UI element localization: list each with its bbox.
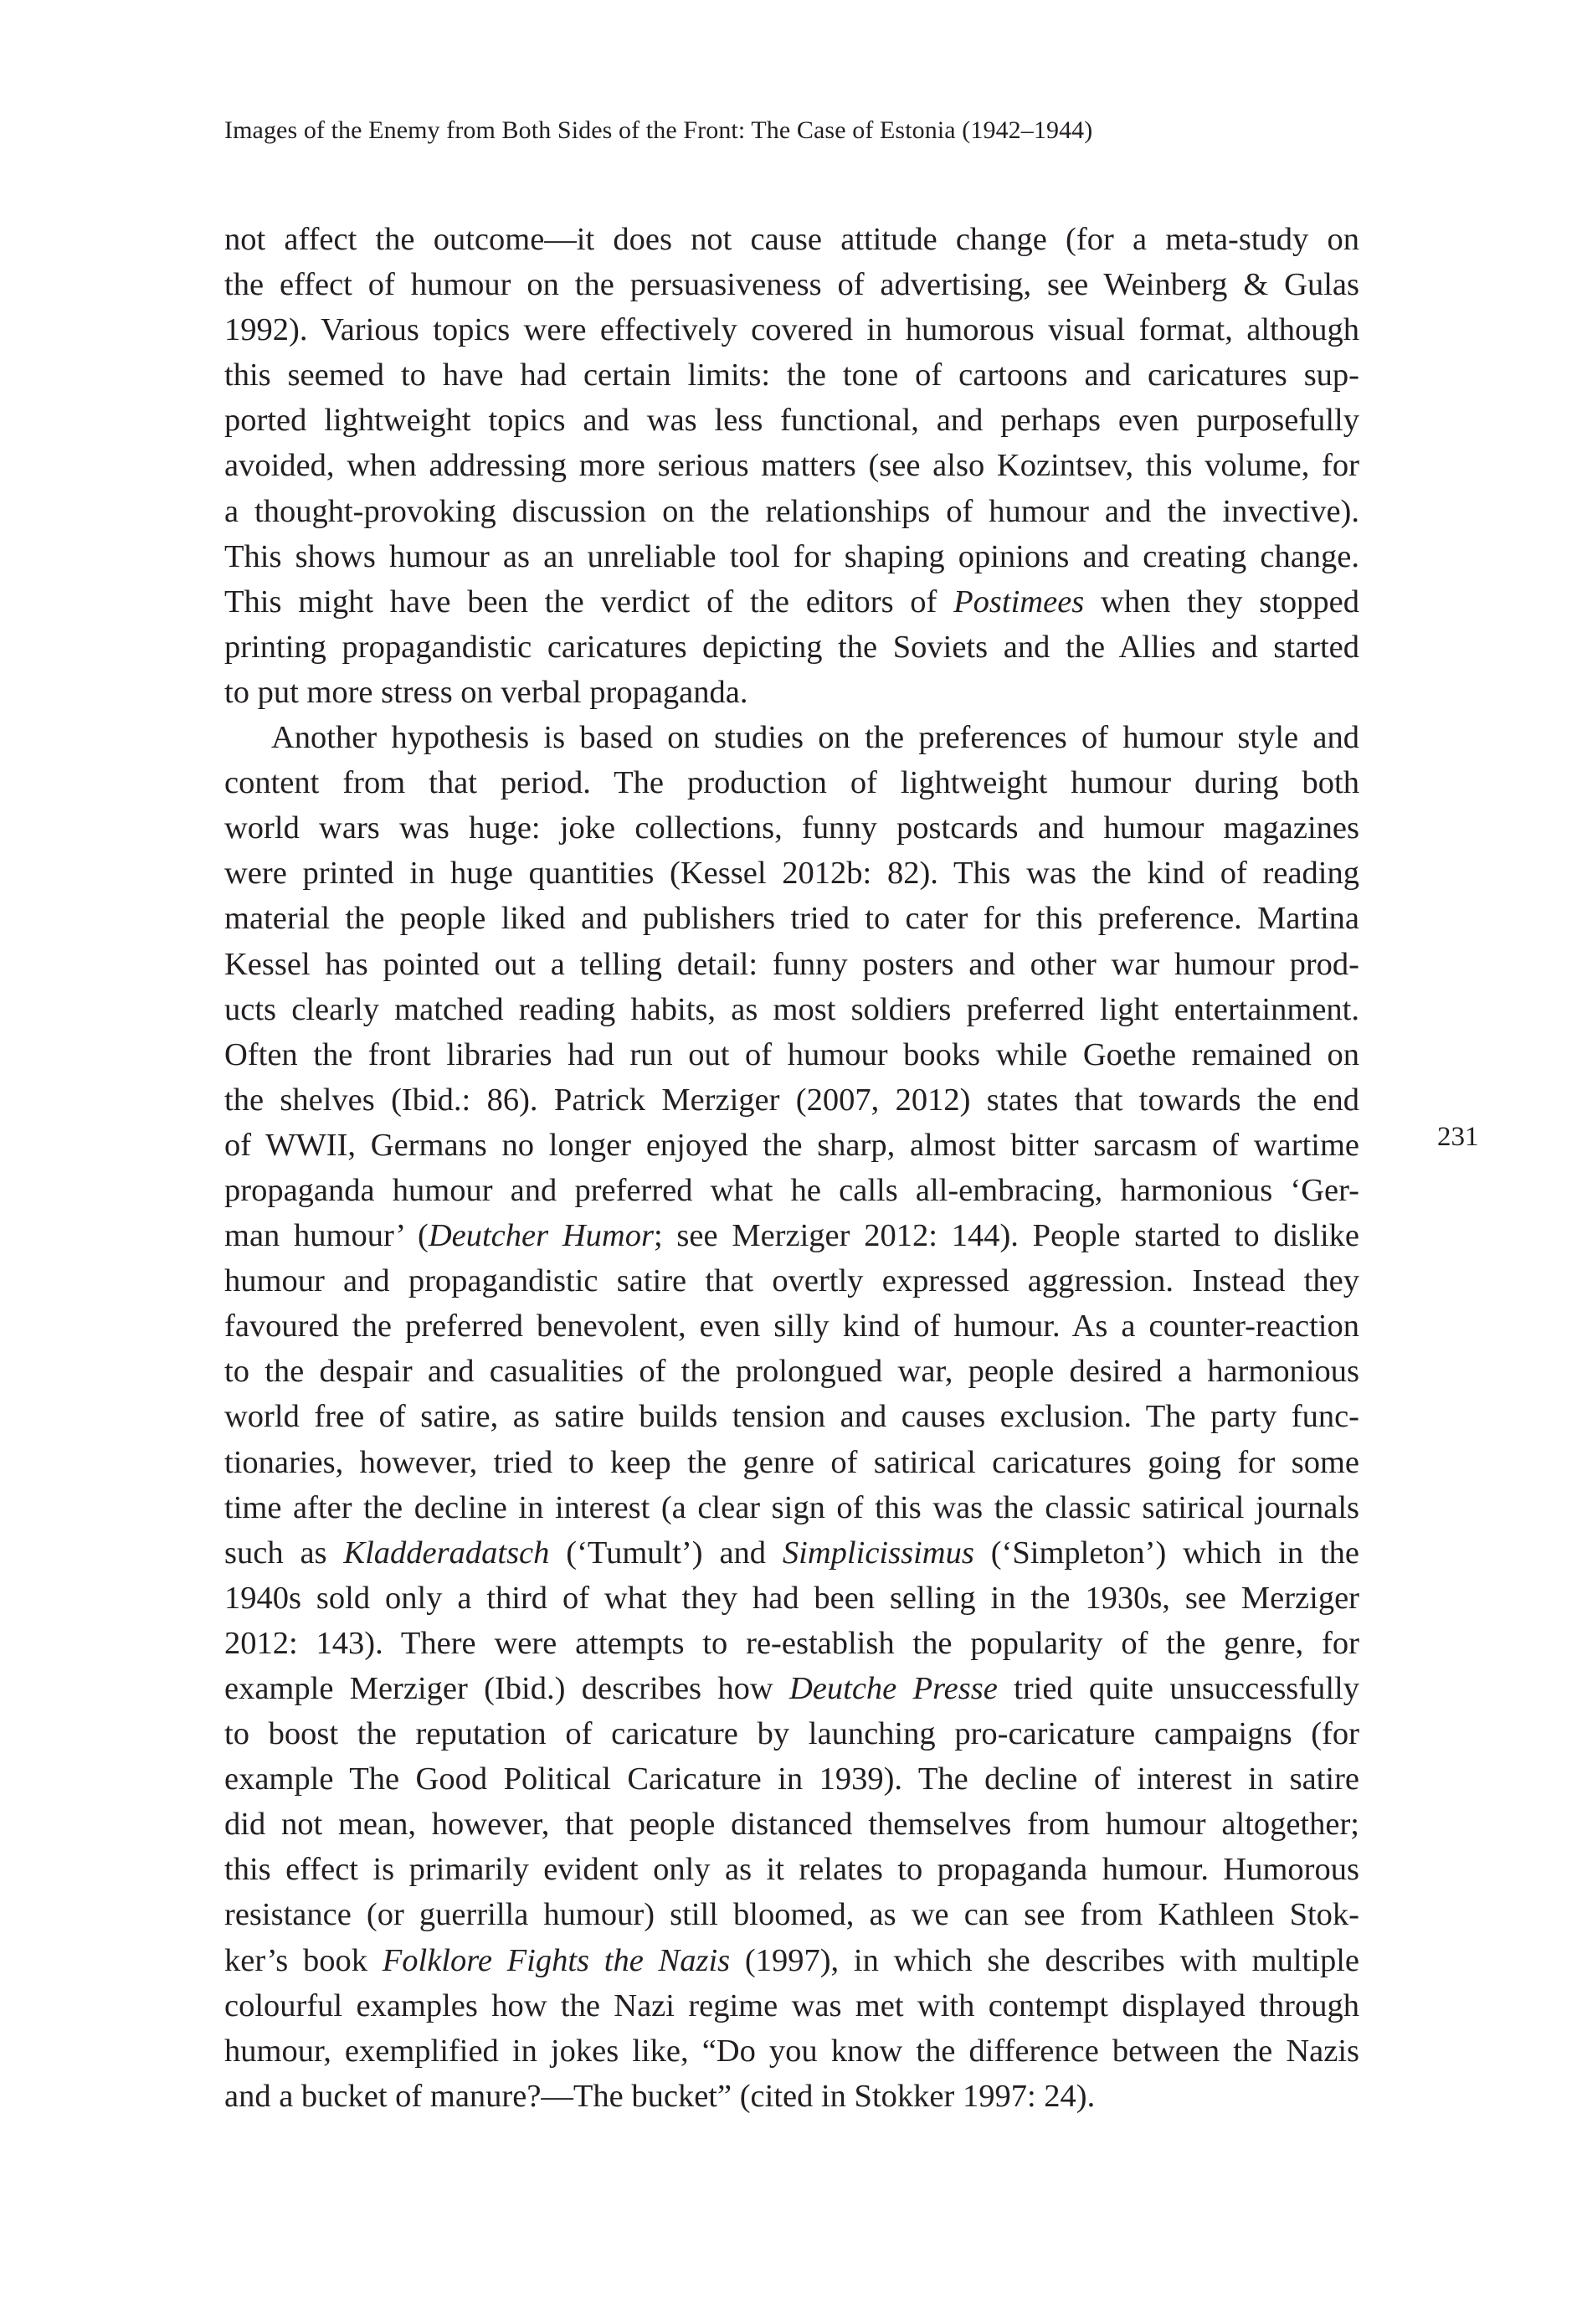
text-run: propaganda humour and preferred what he calls all-embracing, harmonious ‘Ger- bbox=[224, 1172, 1359, 1208]
text-run: example Merziger (Ibid.) describes how bbox=[224, 1671, 789, 1706]
text-run: time after the decline in interest (a clear sign of this was the classic satirical journals bbox=[224, 1489, 1359, 1525]
text-run: did not mean, however, that people distanced themselves from humour altogether; bbox=[224, 1807, 1359, 1843]
text-run: (‘Simpleton’) which in the bbox=[973, 1535, 1359, 1571]
text-run: 2012: 143). There were attempts to re-establish the popularity of the genre, for bbox=[224, 1625, 1359, 1661]
text-run: ker’s book bbox=[224, 1942, 383, 1978]
text-line bbox=[224, 942, 1359, 987]
text-line bbox=[224, 398, 1359, 443]
text-line bbox=[224, 1666, 1359, 1711]
italic-title: Deutcher Humor bbox=[428, 1218, 654, 1254]
text-line bbox=[224, 1032, 1359, 1077]
text-run: to the despair and casualities of the prolongued war, people desired a harmonious bbox=[224, 1354, 1359, 1390]
text-run: (‘Tumult’) and bbox=[549, 1535, 783, 1571]
text-line bbox=[224, 1983, 1359, 2028]
text-line bbox=[224, 1394, 1359, 1439]
text-line bbox=[224, 1802, 1359, 1847]
text-line bbox=[224, 217, 1359, 262]
text-run: and a bucket of manure?—The bucket” (cited in Stokker 1997: 24). bbox=[224, 2078, 1096, 2114]
text-run: man humour’ ( bbox=[224, 1218, 429, 1254]
text-run: this seemed to have had certain limits: the tone of cartoons and caricatures sup- bbox=[224, 357, 1359, 393]
text-run: ported lightweight topics and was less functional, and perhaps even purposefully bbox=[224, 403, 1359, 439]
italic-title: Postimees bbox=[953, 584, 1085, 620]
text-run: content from that period. The production of lightweight humour during both bbox=[224, 765, 1359, 801]
text-run: the shelves (Ibid.: 86). Patrick Merziger (2007, 2012) states that towards the end bbox=[224, 1082, 1359, 1118]
text-run: Kessel has pointed out a telling detail: funny posters and other war humour prod- bbox=[224, 946, 1359, 982]
text-line bbox=[224, 805, 1359, 851]
text-run: avoided, when addressing more serious matters (see also Kozintsev, this volume, for bbox=[224, 448, 1359, 484]
text-run: the effect of humour on the persuasiveness of advertising, see Weinberg & Gulas bbox=[224, 267, 1359, 303]
text-run: a thought-provoking discussion on the relationships of humour and the invective). bbox=[224, 493, 1359, 529]
text-run: resistance (or guerrilla humour) still bloomed, as we can see from Kathleen Stok- bbox=[224, 1897, 1359, 1933]
text-line bbox=[224, 851, 1359, 896]
text-run: this effect is primarily evident only as it relates to propaganda humour. Humorous bbox=[224, 1852, 1359, 1888]
text-line bbox=[224, 1077, 1359, 1123]
text-run: to boost the reputation of caricature by launching pro-caricature campaigns (for bbox=[224, 1716, 1359, 1752]
text-line bbox=[224, 715, 1359, 760]
text-line bbox=[224, 1938, 1359, 1983]
text-line bbox=[224, 670, 1359, 715]
text-run: colourful examples how the Nazi regime was met with contempt displayed through bbox=[224, 1987, 1359, 2023]
text-line bbox=[224, 1303, 1359, 1349]
text-line bbox=[224, 579, 1359, 625]
text-line bbox=[224, 1349, 1359, 1394]
italic-title: Simplicissimus bbox=[782, 1535, 974, 1571]
text-line bbox=[224, 987, 1359, 1032]
text-run: example The Good Political Caricature in 1939). The decline of interest in satire bbox=[224, 1761, 1359, 1797]
text-run: 1940s sold only a third of what they had been selling in the 1930s, see Merziger bbox=[224, 1580, 1359, 1616]
text-run: world wars was huge: joke collections, funny postcards and humour magazines bbox=[224, 810, 1359, 846]
text-run: ucts clearly matched reading habits, as most soldiers preferred light entertainment. bbox=[224, 991, 1359, 1027]
italic-title: Deutche Presse bbox=[788, 1671, 998, 1706]
text-line bbox=[224, 2074, 1359, 2119]
text-run: material the people liked and publishers tried to cater for this preference. Martina bbox=[224, 901, 1359, 937]
text-run: humour and propagandistic satire that overtly expressed aggression. Instead they bbox=[224, 1263, 1359, 1299]
body-text bbox=[224, 217, 1359, 2119]
text-line bbox=[224, 1123, 1359, 1168]
text-line bbox=[224, 1440, 1359, 1485]
text-run: of WWII, Germans no longer enjoyed the sharp, almost bitter sarcasm of wartime bbox=[224, 1127, 1359, 1163]
text-run: ; see Merziger 2012: 144). People started to dislike bbox=[653, 1218, 1360, 1254]
text-line bbox=[224, 2028, 1359, 2074]
text-line bbox=[224, 352, 1359, 398]
text-line bbox=[224, 1258, 1359, 1303]
page-number: 231 bbox=[1437, 1122, 1479, 1152]
text-run: Another hypothesis is based on studies on the preferences of humour style and bbox=[271, 720, 1359, 756]
text-run: to put more stress on verbal propaganda. bbox=[224, 674, 748, 710]
text-line bbox=[224, 896, 1359, 941]
text-line bbox=[224, 1711, 1359, 1756]
text-line bbox=[224, 489, 1359, 534]
text-run: tried quite unsuccessfully bbox=[997, 1671, 1359, 1706]
text-line bbox=[224, 1756, 1359, 1802]
text-run: were printed in huge quantities (Kessel 2012b: 82). This was the kind of reading bbox=[224, 856, 1359, 892]
text-line bbox=[224, 1168, 1359, 1213]
text-run: humour, exemplified in jokes like, “Do you know the difference between the Nazis bbox=[224, 2033, 1359, 2069]
text-run: when they stopped bbox=[1084, 584, 1359, 620]
text-run: (1997), in which she describes with multiple bbox=[730, 1942, 1359, 1978]
running-head: Images of the Enemy from Both Sides of the Front: The Case of Estonia (1942–1944) bbox=[224, 116, 1093, 144]
text-line bbox=[224, 1485, 1359, 1530]
text-run: printing propagandistic caricatures depicting the Soviets and the Allies and started bbox=[224, 629, 1359, 665]
text-run: favoured the preferred benevolent, even silly kind of humour. As a counter-reaction bbox=[224, 1309, 1359, 1345]
text-line bbox=[224, 1847, 1359, 1892]
text-line bbox=[224, 1530, 1359, 1576]
text-line bbox=[224, 1213, 1359, 1258]
text-line bbox=[224, 443, 1359, 488]
text-run: tionaries, however, tried to keep the genre of satirical caricatures going for some bbox=[224, 1444, 1359, 1480]
text-line bbox=[224, 1621, 1359, 1666]
text-line bbox=[224, 1576, 1359, 1621]
text-line bbox=[224, 625, 1359, 670]
text-run: such as bbox=[224, 1535, 344, 1571]
italic-title: Folklore Fights the Nazis bbox=[382, 1942, 731, 1978]
text-run: not affect the outcome—it does not cause attitude change (for a meta-study on bbox=[224, 222, 1359, 257]
text-run: This shows humour as an unreliable tool for shaping opinions and creating change. bbox=[224, 538, 1359, 574]
text-line bbox=[224, 534, 1359, 579]
text-run: Often the front libraries had run out of humour books while Goethe remained on bbox=[224, 1036, 1359, 1072]
text-run: 1992). Various topics were effectively covered in humorous visual format, although bbox=[224, 312, 1359, 348]
text-run: This might have been the verdict of the editors of bbox=[224, 584, 954, 620]
text-line bbox=[224, 1892, 1359, 1937]
text-run: world free of satire, as satire builds tension and causes exclusion. The party func- bbox=[224, 1399, 1359, 1435]
text-line bbox=[224, 262, 1359, 307]
text-line bbox=[224, 760, 1359, 805]
text-line bbox=[224, 307, 1359, 352]
italic-title: Kladderadatsch bbox=[343, 1535, 550, 1571]
